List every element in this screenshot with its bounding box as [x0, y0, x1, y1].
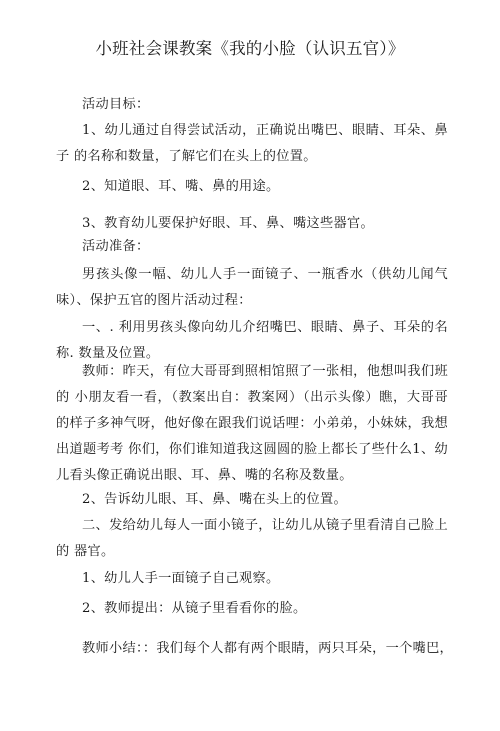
document-title: 小班社会课教案《我的小脸（认识五官）》	[95, 39, 405, 58]
paragraph-step-2-1: 1、幼儿人手一面镜子自己观察。	[82, 571, 280, 586]
paragraph-objective-3: 3、教育幼儿要保护好眼、耳、鼻、嘴这些器官。	[82, 216, 374, 231]
paragraph-objective-2: 2、知道眼、耳、嘴、鼻的用途。	[82, 179, 280, 194]
section-heading-preparation: 活动准备：	[82, 239, 150, 254]
section-heading-objectives: 活动目标：	[82, 97, 150, 112]
paragraph-teacher-summary: 教师小结：：我们每个人都有两个眼睛，两只耳朵，一个嘴巴，	[82, 641, 454, 656]
paragraph-step-1: 一、. 利用男孩头像向幼儿介绍嘴巴、眼睛、鼻子、耳朵的名称. 数量及位置。	[56, 320, 448, 361]
paragraph-step-1-2: 2、告诉幼儿眼、耳、鼻、嘴在头上的位置。	[82, 492, 347, 507]
paragraph-objective-1: 1、幼儿通过自得尝试活动，正确说出嘴巴、眼睛、耳朵、鼻子 的名称和数量，了解它们在头上的位置。	[56, 123, 448, 164]
paragraph-step-2: 二、发给幼儿每人一面小镜子，让幼儿从镜子里看清自己脸上的 器官。	[56, 518, 448, 559]
paragraph-step-2-2: 2、教师提出：从镜子里看看你的脸。	[82, 601, 307, 616]
paragraph-preparation: 男孩头像一幅、幼儿人手一面镜子、一瓶香水（供幼儿闻气味）、保护五官的图片活动过程：	[56, 267, 448, 308]
paragraph-teacher-dialogue: 教师：昨天，有位大哥哥到照相馆照了一张相，他想叫我们班的 小朋友看一看，（教案出自：教案网）（出示头像）瞧，大哥哥的样子多神气呀，他好像在跟我们说话哩：小弟弟，小妹妹，我想出道题考考 你们，你们谁知道我这圆圆的脸上都长了些什么1、幼儿看头像正确说出眼、耳、鼻、嘴的名称及数量。	[56, 364, 448, 483]
